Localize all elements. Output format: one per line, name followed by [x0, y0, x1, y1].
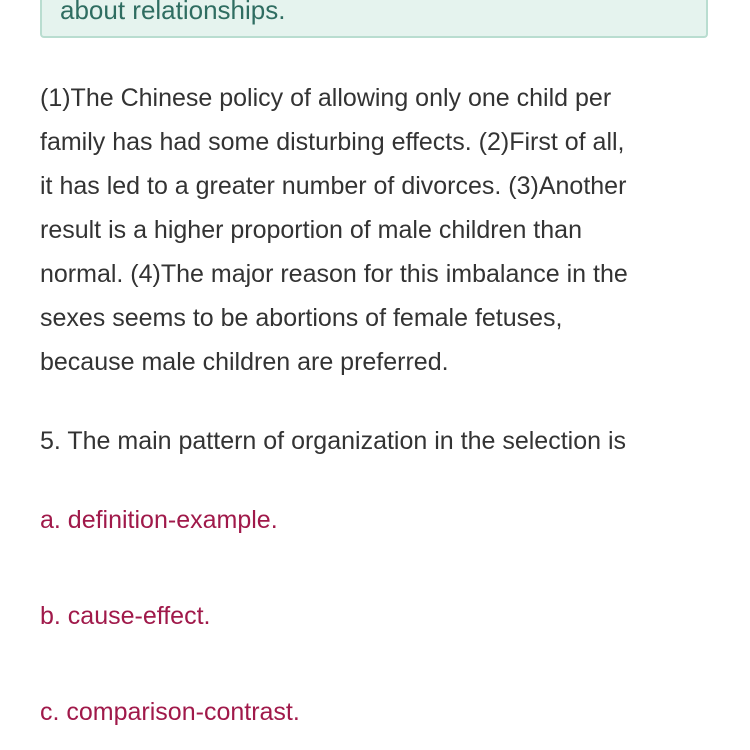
passage-line: normal. (4)The major reason for this imbalance in the [40, 260, 628, 288]
info-callout-box [40, 0, 708, 38]
answer-option-b[interactable]: b. cause-effect. [40, 602, 211, 630]
callout-text: about relationships. [60, 0, 286, 25]
answer-option-c[interactable]: c. comparison-contrast. [40, 698, 300, 726]
passage-line: sexes seems to be abortions of female fetuses, [40, 304, 563, 332]
passage-line: result is a higher proportion of male children than [40, 216, 582, 244]
passage-line: because male children are preferred. [40, 348, 449, 376]
passage-line: family has had some disturbing effects. (2)First of all, [40, 128, 625, 156]
reading-passage [40, 76, 710, 384]
passage-line: it has led to a greater number of divorces. (3)Another [40, 172, 627, 200]
question-prompt: 5. The main pattern of organization in the selection is [40, 427, 626, 455]
answer-option-a[interactable]: a. definition-example. [40, 506, 278, 534]
passage-line: (1)The Chinese policy of allowing only one child per [40, 84, 612, 112]
